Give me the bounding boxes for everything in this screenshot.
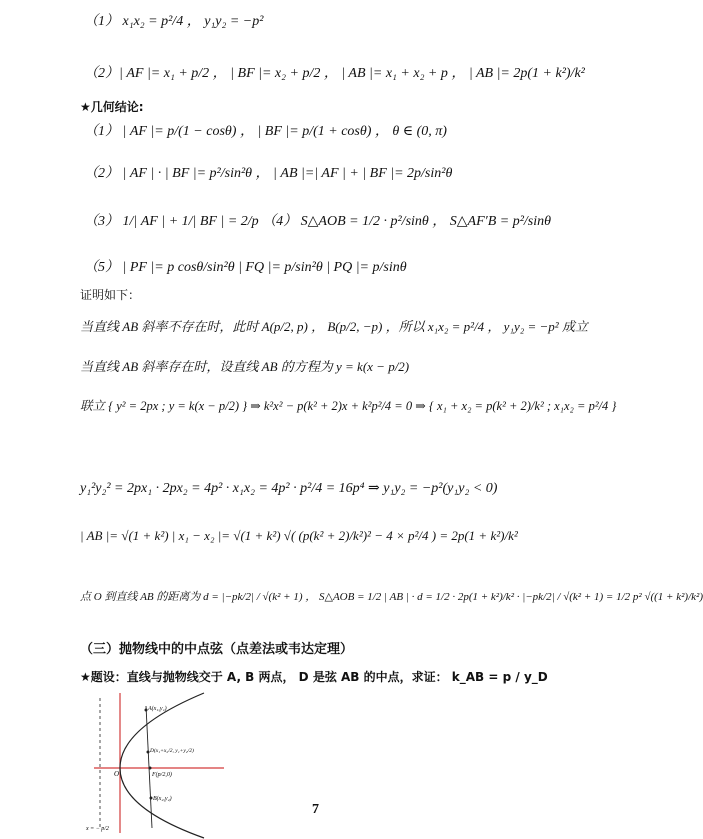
label-d: D(x₁+x₂/2, y₁+y₂/2) xyxy=(150,748,194,754)
page-number: 7 xyxy=(312,802,319,817)
point-f xyxy=(149,767,152,770)
label-f: F(p/2,0) xyxy=(152,772,172,778)
parabola-figure xyxy=(84,688,234,838)
label-o: O xyxy=(114,770,120,778)
label-directrix: x = − p/2 xyxy=(86,826,109,832)
parabola-curve xyxy=(120,693,204,838)
label-b: B(x₂,y₂) xyxy=(153,796,172,802)
label-a: A(x₁,y₁) xyxy=(148,706,167,712)
